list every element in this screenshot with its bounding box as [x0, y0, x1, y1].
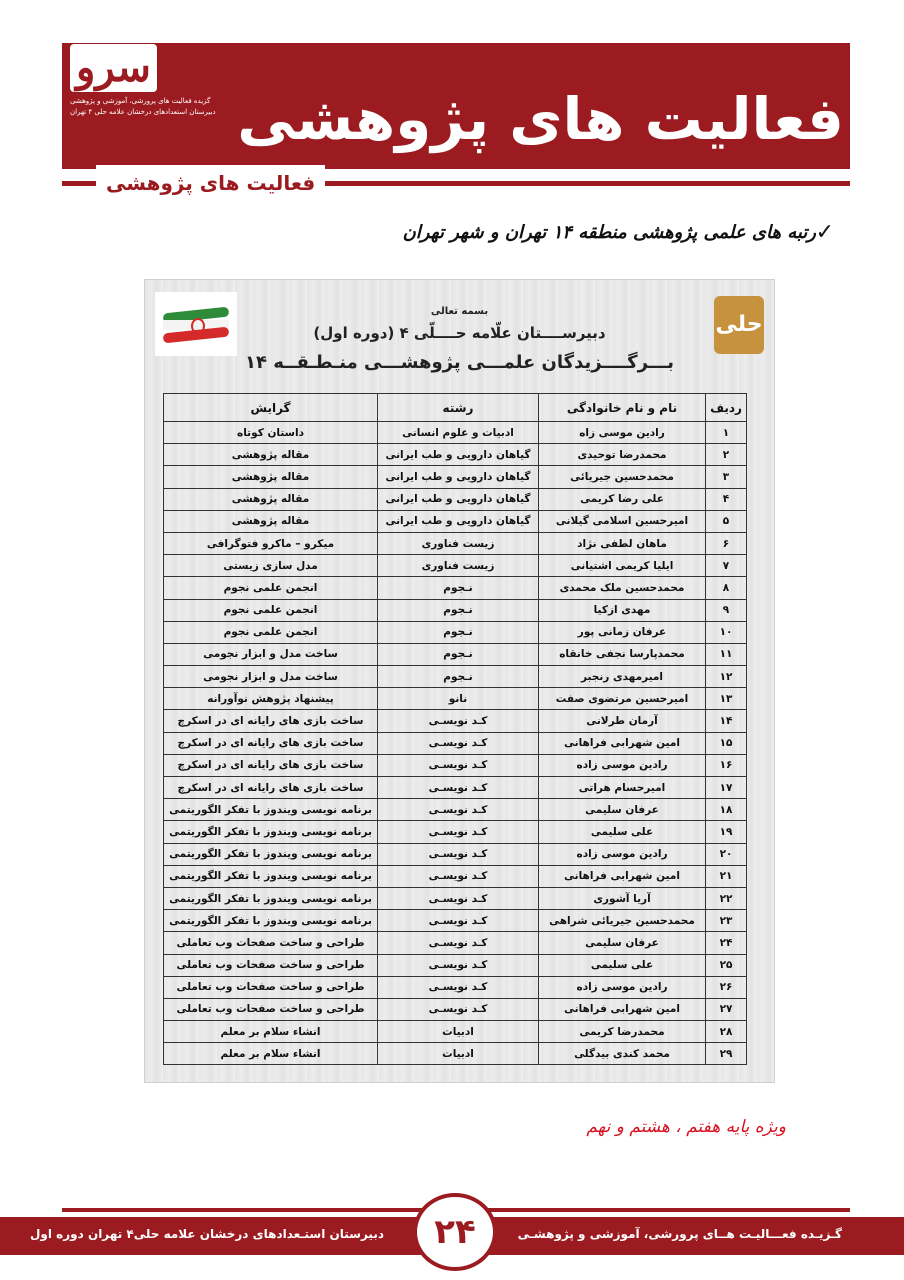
student-name: عرفان سلیمی: [539, 799, 706, 821]
field: کـد نویسـی: [378, 998, 539, 1020]
row-number: ۵: [706, 510, 747, 532]
student-name: مهدی ازکیا: [539, 599, 706, 621]
field: کـد نویسـی: [378, 732, 539, 754]
field: ادبیات: [378, 1021, 539, 1043]
row-number: ۱۷: [706, 777, 747, 799]
specialty: برنامه نویسی ویندوز با تفکر الگوریتمی: [164, 910, 378, 932]
field: کـد نویسـی: [378, 754, 539, 776]
student-name: امین شهرابی فراهانی: [539, 998, 706, 1020]
specialty: میکرو – ماکرو فتوگرافی: [164, 532, 378, 554]
table-row: [164, 577, 747, 599]
row-number: ۷: [706, 555, 747, 577]
specialty: طراحی و ساخت صفحات وب تعاملی: [164, 998, 378, 1020]
table-row: [164, 710, 747, 732]
specialty: مقاله پژوهشی: [164, 444, 378, 466]
field: کـد نویسـی: [378, 954, 539, 976]
table-body: [164, 422, 747, 1065]
row-number: ۱: [706, 422, 747, 444]
table-header-row: [164, 394, 747, 422]
column-header: رشته: [378, 394, 539, 422]
field: کـد نویسـی: [378, 843, 539, 865]
specialty: مقاله پژوهشی: [164, 488, 378, 510]
specialty: انجمن علمی نجوم: [164, 599, 378, 621]
specialty: انشاء سلام بر معلم: [164, 1021, 378, 1043]
table-row: [164, 821, 747, 843]
table-row: [164, 732, 747, 754]
field: نـجوم: [378, 599, 539, 621]
row-number: ۲۱: [706, 865, 747, 887]
specialty: طراحی و ساخت صفحات وب تعاملی: [164, 932, 378, 954]
table-row: [164, 777, 747, 799]
specialty: برنامه نویسی ویندوز با تفکر الگوریتمی: [164, 865, 378, 887]
row-number: ۱۰: [706, 621, 747, 643]
field: گیاهان دارویی و طب ایرانی: [378, 444, 539, 466]
field: زیست فناوری: [378, 532, 539, 554]
specialty: مقاله پژوهشی: [164, 466, 378, 488]
specialty: برنامه نویسی ویندوز با تفکر الگوریتمی: [164, 799, 378, 821]
page-number: ۲۴: [413, 1193, 497, 1271]
specialty: ساخت بازی های رایانه ای در اسکرچ: [164, 777, 378, 799]
student-name: محمدحسین جیریائی شراهی: [539, 910, 706, 932]
row-number: ۲: [706, 444, 747, 466]
student-name: محمدرضا توحیدی: [539, 444, 706, 466]
table-row: [164, 444, 747, 466]
table-row: [164, 954, 747, 976]
field: کـد نویسـی: [378, 932, 539, 954]
student-name: رادین موسی زاده: [539, 976, 706, 998]
row-number: ۲۳: [706, 910, 747, 932]
table-row: [164, 488, 747, 510]
table-row: [164, 510, 747, 532]
row-number: ۲۰: [706, 843, 747, 865]
row-number: ۱۸: [706, 799, 747, 821]
field: گیاهان دارویی و طب ایرانی: [378, 488, 539, 510]
footer-right-text: گـزیـده فعـــالیـت هــای پرورشی، آموزشی و پژوهشـی: [517, 1227, 842, 1241]
field: نانو: [378, 688, 539, 710]
specialty: انشاء سلام بر معلم: [164, 1043, 378, 1065]
field: کـد نویسـی: [378, 821, 539, 843]
field: کـد نویسـی: [378, 777, 539, 799]
table-row: [164, 666, 747, 688]
specialty: برنامه نویسی ویندوز با تفکر الگوریتمی: [164, 821, 378, 843]
table-row: [164, 998, 747, 1020]
field: گیاهان دارویی و طب ایرانی: [378, 466, 539, 488]
field: نـجوم: [378, 621, 539, 643]
specialty: ساخت بازی های رایانه ای در اسکرچ: [164, 732, 378, 754]
column-header: ردیف: [706, 394, 747, 422]
student-name: علی سلیمی: [539, 954, 706, 976]
specialty: انجمن علمی نجوم: [164, 577, 378, 599]
student-name: عرفان زمانی پور: [539, 621, 706, 643]
certificate-image: [144, 279, 775, 1083]
student-name: آریا آشوری: [539, 887, 706, 909]
student-name: محمدرضا کریمی: [539, 1021, 706, 1043]
bismillah: بسمه تعالی: [430, 306, 489, 317]
student-name: علی رضا کریمی: [539, 488, 706, 510]
grade-note: ویژه پایه هفتم ، هشتم و نهم: [586, 1117, 786, 1137]
row-number: ۲۲: [706, 887, 747, 909]
field: گیاهان دارویی و طب ایرانی: [378, 510, 539, 532]
row-number: ۲۸: [706, 1021, 747, 1043]
row-number: ۱۳: [706, 688, 747, 710]
table-row: [164, 976, 747, 998]
field: کـد نویسـی: [378, 865, 539, 887]
logo: سرو: [70, 44, 157, 92]
column-header: نام و نام خانوادگی: [539, 394, 706, 422]
table-row: [164, 532, 747, 554]
student-name: علی سلیمی: [539, 821, 706, 843]
specialty: ساخت بازی های رایانه ای در اسکرچ: [164, 710, 378, 732]
check-icon: ✓: [815, 220, 834, 245]
row-number: ۱۵: [706, 732, 747, 754]
certificate-heading: بـــرگــــزیدگان علمـــی پژوهشـــی منـطـقــه ۱۴: [245, 352, 674, 373]
student-name: امیرحسین مرتضوی صفت: [539, 688, 706, 710]
field: کـد نویسـی: [378, 710, 539, 732]
school-name: دبیرســــتان علّامه حــــلّی ۴ (دوره اول): [313, 324, 606, 342]
row-number: ۲۴: [706, 932, 747, 954]
table-row: [164, 621, 747, 643]
table-row: [164, 466, 747, 488]
field: ادبیات: [378, 1043, 539, 1065]
table-row: [164, 865, 747, 887]
specialty: داستان کوتاه: [164, 422, 378, 444]
row-number: ۸: [706, 577, 747, 599]
specialty: پیشنهاد پژوهش نوآورانه: [164, 688, 378, 710]
row-number: ۱۱: [706, 643, 747, 665]
row-number: ۱۲: [706, 666, 747, 688]
row-number: ۳: [706, 466, 747, 488]
intro-text: رتبه های علمی پژوهشی منطقه ۱۴ تهران و شهر تهران: [402, 222, 816, 243]
table-row: [164, 932, 747, 954]
field: زیست فناوری: [378, 555, 539, 577]
table-row: [164, 422, 747, 444]
student-name: رادین موسی زاه: [539, 422, 706, 444]
student-name: امیرحسین اسلامی گیلانی: [539, 510, 706, 532]
specialty: ساخت بازی های رایانه ای در اسکرچ: [164, 754, 378, 776]
student-name: امین شهرابی فراهانی: [539, 865, 706, 887]
row-number: ۲۹: [706, 1043, 747, 1065]
student-name: امین شهرابی فراهانی: [539, 732, 706, 754]
student-name: محمدحسین جیریائی: [539, 466, 706, 488]
school-emblem-icon: حلی: [714, 296, 764, 354]
specialty: برنامه نویسی ویندوز با تفکر الگوریتمی: [164, 843, 378, 865]
student-name: عرفان سلیمی: [539, 932, 706, 954]
row-number: ۱۹: [706, 821, 747, 843]
row-number: ۴: [706, 488, 747, 510]
field: کـد نویسـی: [378, 799, 539, 821]
student-name: محمدپارسا نجفی خانقاه: [539, 643, 706, 665]
student-name: آرمان طرلانی: [539, 710, 706, 732]
field: ادبیات و علوم انسانی: [378, 422, 539, 444]
table-row: [164, 688, 747, 710]
field: نـجوم: [378, 666, 539, 688]
row-number: ۱۶: [706, 754, 747, 776]
page-title: فعالیت های پژوهشی: [237, 85, 844, 153]
student-name: امیرحسام هراتی: [539, 777, 706, 799]
field: نـجوم: [378, 577, 539, 599]
specialty: طراحی و ساخت صفحات وب تعاملی: [164, 954, 378, 976]
table-row: [164, 599, 747, 621]
column-header: گرایش: [164, 394, 378, 422]
student-name: رادین موسی زاده: [539, 754, 706, 776]
specialty: برنامه نویسی ویندوز با تفکر الگوریتمی: [164, 887, 378, 909]
table-row: [164, 910, 747, 932]
specialty: طراحی و ساخت صفحات وب تعاملی: [164, 976, 378, 998]
field: کـد نویسـی: [378, 976, 539, 998]
logo-subtitle-2: دبیرستان استعدادهای درخشان علامه حلی ۴ تهران: [70, 108, 216, 116]
field: کـد نویسـی: [378, 910, 539, 932]
row-number: ۲۷: [706, 998, 747, 1020]
specialty: مقاله پژوهشی: [164, 510, 378, 532]
student-name: ماهان لطفی نژاد: [539, 532, 706, 554]
row-number: ۲۶: [706, 976, 747, 998]
section-label: فعالیت های پژوهشی: [96, 165, 325, 201]
logo-subtitle-1: گزیده فعالیت های پرورشی، آموزشی و پژوهشی: [70, 97, 211, 105]
table-row: [164, 1043, 747, 1065]
student-name: ایلیا کریمی اشتیانی: [539, 555, 706, 577]
specialty: ساخت مدل و ابزار نجومی: [164, 643, 378, 665]
specialty: مدل سازی زیستی: [164, 555, 378, 577]
table-row: [164, 843, 747, 865]
table-row: [164, 1021, 747, 1043]
row-number: ۹: [706, 599, 747, 621]
winners-table: [163, 393, 747, 1065]
field: کـد نویسـی: [378, 887, 539, 909]
footer-left-text: دبیرستان استـعدادهای درخشان علامه حلی۴ تهران دوره اول: [30, 1227, 384, 1241]
student-name: محمدحسین ملک محمدی: [539, 577, 706, 599]
table-row: [164, 754, 747, 776]
table-row: [164, 643, 747, 665]
table-row: [164, 799, 747, 821]
row-number: ۱۴: [706, 710, 747, 732]
header-top-line: [62, 43, 850, 51]
table-row: [164, 887, 747, 909]
student-name: محمد کندی بیدگلی: [539, 1043, 706, 1065]
student-name: رادین موسی زاده: [539, 843, 706, 865]
specialty: انجمن علمی نجوم: [164, 621, 378, 643]
row-number: ۲۵: [706, 954, 747, 976]
field: نـجوم: [378, 643, 539, 665]
student-name: امیرمهدی رنجبر: [539, 666, 706, 688]
row-number: ۶: [706, 532, 747, 554]
table-row: [164, 555, 747, 577]
specialty: ساخت مدل و ابزار نجومی: [164, 666, 378, 688]
